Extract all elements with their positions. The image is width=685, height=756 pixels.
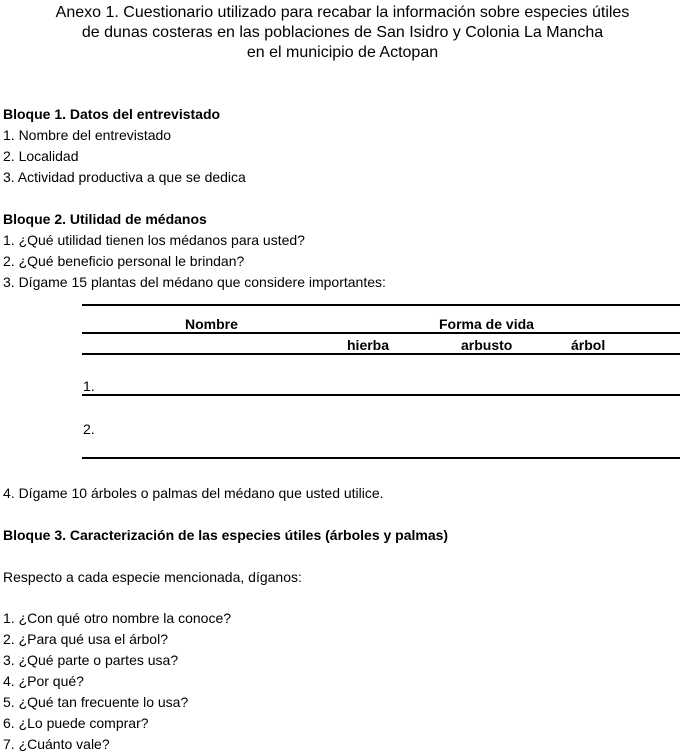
col-forma-de-vida: Forma de vida (439, 316, 534, 332)
bloque3-heading: Bloque 3. Caracterización de las especies útiles (árboles y palmas) (3, 527, 449, 543)
bloque1-item: 1. Nombre del entrevistado (3, 127, 172, 143)
table-rule (82, 332, 680, 334)
table-rule (82, 394, 680, 396)
title-line-1: Anexo 1. Cuestionario utilizado para recabar la información sobre especies útiles (55, 4, 630, 21)
table-rule (82, 353, 680, 355)
col-nombre: Nombre (185, 316, 238, 332)
table-rule (82, 304, 680, 306)
col-arbol: árbol (571, 337, 606, 353)
bloque3-item: 1. ¿Con qué otro nombre la conoce? (3, 610, 232, 626)
col-hierba: hierba (347, 337, 390, 353)
bloque3-item: 2. ¿Para qué usa el árbol? (3, 631, 168, 647)
bloque2-item: 2. ¿Qué beneficio personal le brindan? (3, 253, 245, 269)
bloque3-item: 7. ¿Cuánto vale? (3, 736, 110, 752)
table-row-label: 1. (83, 378, 95, 394)
bloque3-intro: Respecto a cada especie mencionada, díganos: (3, 569, 302, 585)
bloque1-item: 2. Localidad (3, 148, 79, 164)
bloque3-item: 5. ¿Qué tan frecuente lo usa? (3, 694, 189, 710)
title-line-2: de dunas costeras en las poblaciones de San Isidro y Colonia La Mancha (81, 24, 604, 41)
bloque3-item: 6. ¿Lo puede comprar? (3, 715, 149, 731)
bloque1-item: 3. Actividad productiva a que se dedica (3, 169, 246, 185)
bloque3-item: 4. ¿Por qué? (3, 673, 84, 689)
bloque2-heading: Bloque 2. Utilidad de médanos (3, 211, 207, 227)
bloque2-item: 3. Dígame 15 plantas del médano que considere importantes: (3, 274, 386, 290)
table-rule (82, 457, 680, 459)
col-arbusto: arbusto (461, 337, 513, 353)
bloque3-item: 3. ¿Qué parte o partes usa? (3, 652, 179, 668)
table-row-label: 2. (83, 421, 95, 437)
bloque2-item: 1. ¿Qué utilidad tienen los médanos para usted? (3, 232, 305, 248)
title-line-3: en el municipio de Actopan (246, 44, 439, 61)
bloque2-item-4: 4. Dígame 10 árboles o palmas del médano que usted utilice. (3, 485, 384, 501)
bloque1-heading: Bloque 1. Datos del entrevistado (3, 106, 221, 122)
